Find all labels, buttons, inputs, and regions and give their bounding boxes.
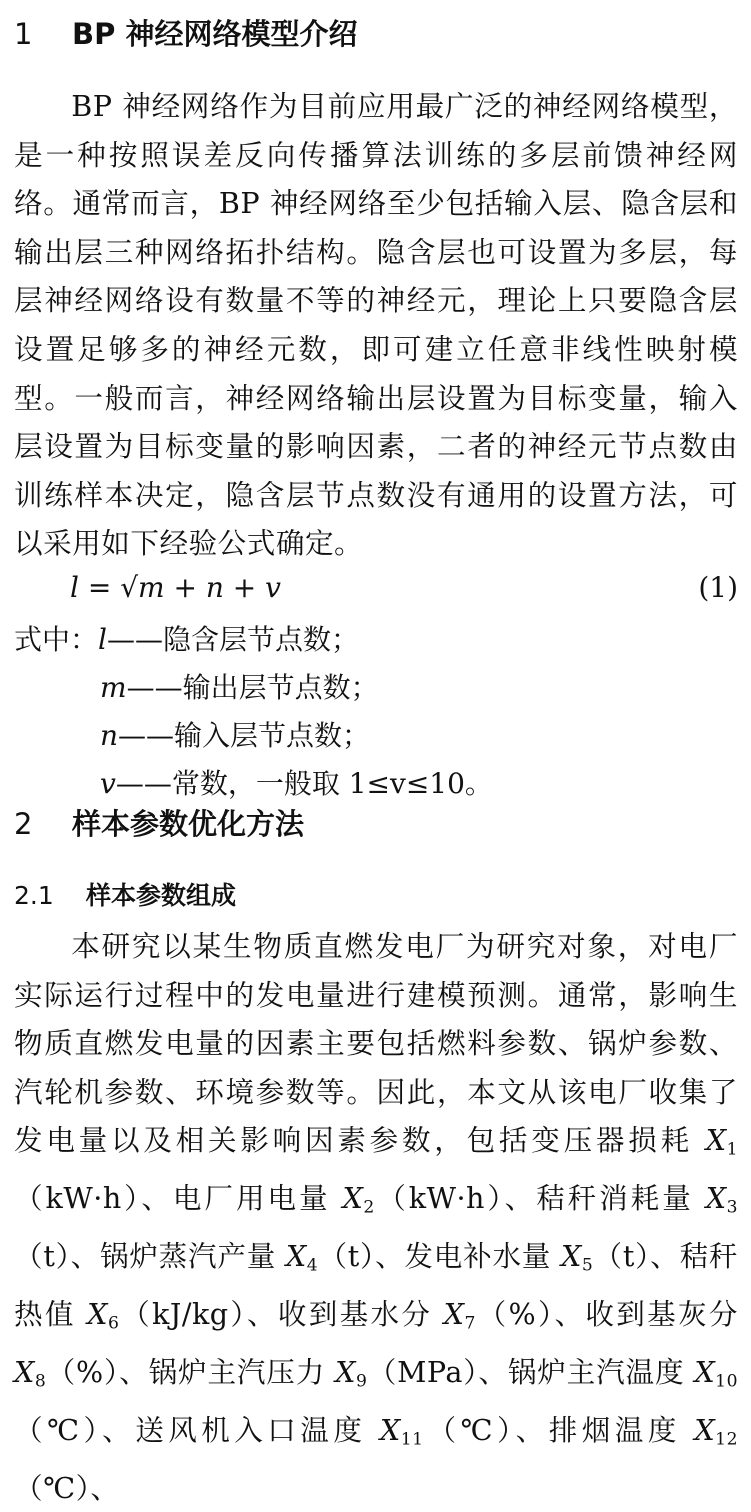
param-subscript: 3 bbox=[726, 1197, 739, 1218]
param-symbol: X bbox=[335, 1354, 356, 1389]
param-subscript: 7 bbox=[464, 1313, 476, 1334]
definition-text: 输入层节点数； bbox=[174, 719, 371, 752]
param-symbol: X bbox=[443, 1297, 465, 1331]
param-symbol: X bbox=[342, 1181, 364, 1216]
definition-prefix: 式中： bbox=[14, 623, 99, 656]
param-unit: （℃） bbox=[423, 1412, 516, 1447]
param-subscript: 4 bbox=[306, 1255, 319, 1276]
definition-row bbox=[14, 760, 738, 808]
param-unit: （t） bbox=[318, 1239, 376, 1274]
param-unit: （t） bbox=[593, 1239, 651, 1274]
param-separator: 、秸秆热值 bbox=[14, 1239, 738, 1331]
param-subscript: 9 bbox=[355, 1371, 368, 1392]
param-symbol: X bbox=[705, 1181, 727, 1216]
param-subscript: 10 bbox=[715, 1371, 739, 1392]
param-separator: 、锅炉主汽压力 bbox=[119, 1354, 336, 1389]
param-separator: 、收到基水分 bbox=[246, 1297, 444, 1331]
paragraph-intro: 本研究以某生物质直燃发电厂为研究对象，对电厂实际运行过程中的发电量进行建模预测。通常，影响生物质直燃发电量的因素主要包括燃料参数、锅炉参数、汽轮机参数、环境参数等。因此，本文从该电厂收集了发电量以及相关影响因素参数，包括变压器损耗 bbox=[14, 929, 738, 1158]
definition-dash: —— bbox=[126, 671, 183, 704]
definition-dash: —— bbox=[106, 623, 163, 656]
param-separator: 、发电补水量 bbox=[375, 1239, 561, 1274]
param-subscript: 11 bbox=[400, 1429, 424, 1450]
param-unit: （t） bbox=[14, 1239, 71, 1274]
param-symbol: X bbox=[561, 1239, 582, 1274]
definition-row bbox=[14, 712, 738, 760]
subsection-2-1-heading bbox=[14, 878, 236, 914]
definition-dash: —— bbox=[115, 767, 172, 800]
param-unit: （℃） bbox=[14, 1470, 91, 1505]
definition-dash: —— bbox=[118, 719, 175, 752]
param-subscript: 1 bbox=[726, 1139, 738, 1160]
param-symbol: X bbox=[705, 1123, 727, 1158]
param-unit: （%） bbox=[475, 1297, 555, 1331]
definition-variable: l bbox=[98, 623, 107, 656]
equation-1 bbox=[70, 566, 738, 610]
param-symbol: X bbox=[285, 1239, 307, 1274]
param-separator: 、锅炉主汽温度 bbox=[478, 1354, 695, 1389]
param-subscript: 8 bbox=[34, 1371, 47, 1392]
param-subscript: 2 bbox=[363, 1197, 375, 1218]
param-unit: （kW·h） bbox=[374, 1181, 505, 1216]
subsection-2-1-paragraph bbox=[14, 922, 738, 1512]
param-unit: （%） bbox=[46, 1354, 120, 1389]
section-1-number: 1 bbox=[14, 17, 33, 51]
section-1-title: BP 神经网络模型介绍 bbox=[72, 17, 358, 51]
param-separator: 、排烟温度 bbox=[515, 1412, 695, 1447]
param-separator: 、电厂用电量 bbox=[141, 1181, 343, 1216]
definition-text: 输出层节点数； bbox=[182, 671, 379, 704]
definition-text: 常数，一般取 1≤v≤10。 bbox=[171, 767, 493, 800]
param-separator: 、送风机入口温度 bbox=[102, 1412, 380, 1447]
variable-definitions bbox=[14, 616, 738, 808]
equation-number: (1) bbox=[698, 571, 738, 604]
section-1-paragraph: BP 神经网络作为目前应用最广泛的神经网络模型，是一种按照误差反向传播算法训练的多层前馈神经网络。通常而言，BP 神经网络至少包括输入层、隐含层和输出层三种网络拓扑结构。隐含层也可设置为多层，每层神经网络设有数量不等的神经元，理论上只要隐含层设置足够多的神经元数，即可建立任意非线性映射模型。一般而言，神经网络输出层设置为目标变量，输入层设置为目标变量的影响因素，二者的神经元节点数由训练样本决定，隐含层节点数没有通用的设置方法，可以采用如下经验公式确定。 bbox=[14, 89, 738, 561]
param-symbol: X bbox=[14, 1354, 35, 1389]
param-separator: 、锅炉蒸汽产量 bbox=[70, 1239, 286, 1274]
section-2-heading bbox=[14, 804, 304, 844]
equation-expression: l = √m + n + v bbox=[70, 571, 281, 604]
section-2-number: 2 bbox=[14, 807, 33, 841]
definition-text: 隐含层节点数； bbox=[162, 623, 359, 656]
definition-row bbox=[14, 664, 738, 712]
section-1-heading bbox=[14, 14, 357, 54]
param-unit: （kW·h） bbox=[14, 1181, 142, 1216]
param-subscript: 12 bbox=[715, 1429, 739, 1450]
param-separator: 、秸秆消耗量 bbox=[504, 1181, 706, 1216]
subsection-2-1-number: 2.1 bbox=[14, 881, 54, 910]
param-symbol: X bbox=[87, 1297, 108, 1331]
param-unit: （℃） bbox=[14, 1412, 103, 1447]
definition-variable: m bbox=[100, 671, 127, 704]
param-separator: 、 bbox=[90, 1470, 120, 1505]
param-symbol: X bbox=[694, 1412, 716, 1447]
param-symbol: X bbox=[379, 1412, 401, 1447]
param-symbol: X bbox=[694, 1354, 716, 1389]
param-subscript: 6 bbox=[107, 1313, 120, 1334]
definition-row bbox=[14, 616, 738, 664]
param-separator: 、收到基灰分 bbox=[554, 1297, 738, 1331]
definition-variable: v bbox=[100, 767, 116, 800]
param-unit: （MPa） bbox=[367, 1354, 479, 1389]
definition-variable: n bbox=[100, 719, 119, 752]
section-2-title: 样本参数优化方法 bbox=[72, 807, 305, 841]
param-subscript: 5 bbox=[581, 1255, 594, 1276]
param-unit: （kJ/kg） bbox=[119, 1297, 247, 1331]
subsection-2-1-title: 样本参数组成 bbox=[86, 881, 237, 910]
